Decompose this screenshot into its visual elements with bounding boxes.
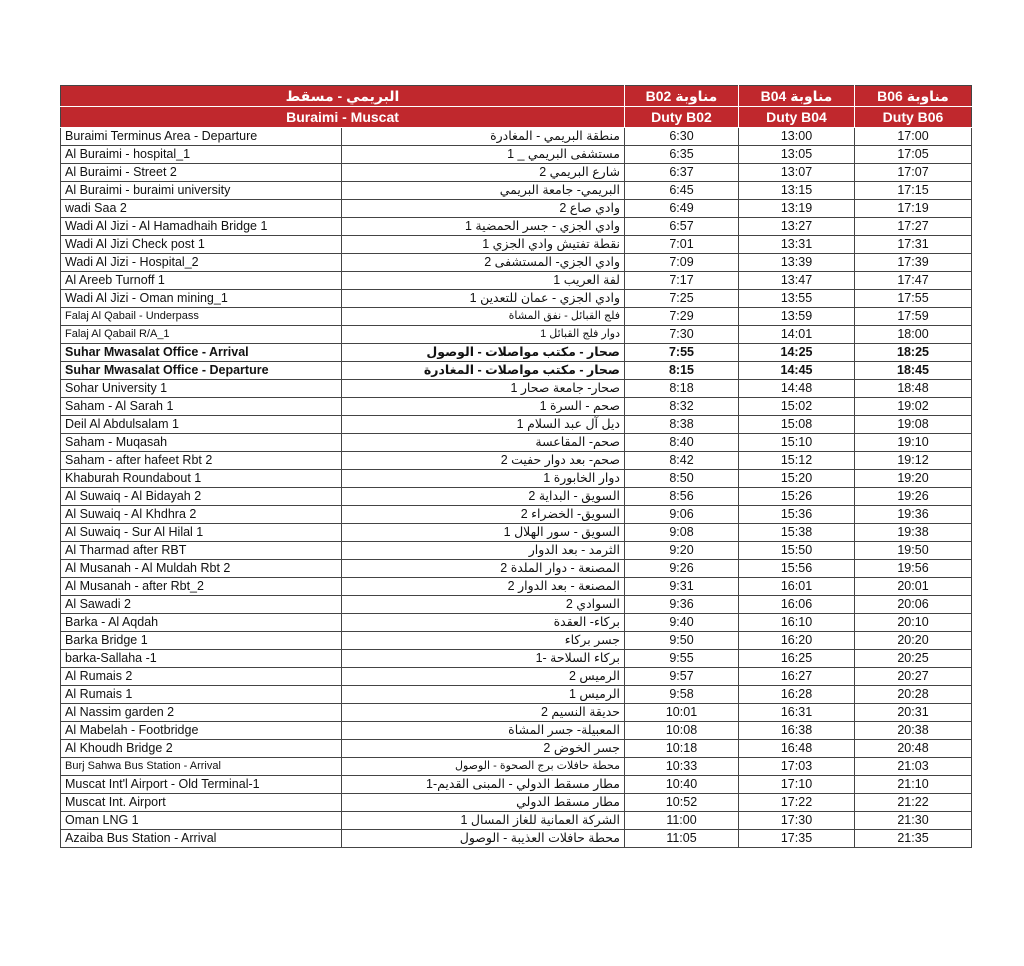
time-duty-b06: 20:27 <box>855 668 972 686</box>
table-row <box>61 542 972 560</box>
time-duty-b02: 8:42 <box>625 452 739 470</box>
time-duty-b06: 19:26 <box>855 488 972 506</box>
time-duty-b02: 11:00 <box>625 812 739 830</box>
table-row <box>61 830 972 848</box>
stop-name-arabic: وادي الجزي - عمان للتعدين 1 <box>342 290 625 308</box>
table-row <box>61 308 972 326</box>
time-duty-b04: 14:25 <box>739 344 855 362</box>
duty-b02-english: Duty B02 <box>625 107 739 128</box>
table-row <box>61 668 972 686</box>
time-duty-b06: 21:10 <box>855 776 972 794</box>
table-row <box>61 758 972 776</box>
timetable-body <box>61 128 972 848</box>
table-row <box>61 578 972 596</box>
time-duty-b02: 6:45 <box>625 182 739 200</box>
table-row <box>61 344 972 362</box>
stop-name-english: Wadi Al Jizi - Oman mining_1 <box>61 290 342 308</box>
table-row <box>61 146 972 164</box>
time-duty-b02: 9:57 <box>625 668 739 686</box>
time-duty-b06: 20:06 <box>855 596 972 614</box>
time-duty-b04: 16:06 <box>739 596 855 614</box>
stop-name-english: Oman LNG 1 <box>61 812 342 830</box>
stop-name-english: Al Suwaiq - Sur Al Hilal 1 <box>61 524 342 542</box>
time-duty-b04: 15:38 <box>739 524 855 542</box>
time-duty-b06: 20:48 <box>855 740 972 758</box>
table-row <box>61 776 972 794</box>
table-row <box>61 236 972 254</box>
stop-name-arabic: المعبيلة- جسر المشاة <box>342 722 625 740</box>
time-duty-b04: 17:35 <box>739 830 855 848</box>
time-duty-b02: 9:20 <box>625 542 739 560</box>
time-duty-b02: 6:30 <box>625 128 739 146</box>
stop-name-arabic: وادي الجزي- المستشفى 2 <box>342 254 625 272</box>
stop-name-english: Al Areeb Turnoff 1 <box>61 272 342 290</box>
stop-name-arabic: وادي الجزي - جسر الحمضية 1 <box>342 218 625 236</box>
time-duty-b02: 9:55 <box>625 650 739 668</box>
table-row <box>61 632 972 650</box>
time-duty-b02: 10:08 <box>625 722 739 740</box>
time-duty-b02: 7:55 <box>625 344 739 362</box>
time-duty-b04: 16:48 <box>739 740 855 758</box>
time-duty-b02: 6:35 <box>625 146 739 164</box>
time-duty-b04: 16:38 <box>739 722 855 740</box>
stop-name-arabic: الثرمد - بعد الدوار <box>342 542 625 560</box>
stop-name-arabic: صحار - مكتب مواصلات - الوصول <box>342 344 625 362</box>
stop-name-arabic: نقطة تفتيش وادي الجزي 1 <box>342 236 625 254</box>
stop-name-english: Muscat Int. Airport <box>61 794 342 812</box>
stop-name-english: Suhar Mwasalat Office - Departure <box>61 362 342 380</box>
time-duty-b04: 16:27 <box>739 668 855 686</box>
time-duty-b04: 16:01 <box>739 578 855 596</box>
table-row <box>61 596 972 614</box>
time-duty-b06: 18:45 <box>855 362 972 380</box>
table-row <box>61 560 972 578</box>
table-row <box>61 686 972 704</box>
time-duty-b04: 17:22 <box>739 794 855 812</box>
time-duty-b02: 6:37 <box>625 164 739 182</box>
time-duty-b02: 6:49 <box>625 200 739 218</box>
table-row <box>61 380 972 398</box>
table-row <box>61 722 972 740</box>
time-duty-b06: 20:31 <box>855 704 972 722</box>
stop-name-english: Falaj Al Qabail R/A_1 <box>61 326 342 344</box>
stop-name-english: Sohar University 1 <box>61 380 342 398</box>
time-duty-b02: 10:40 <box>625 776 739 794</box>
timetable <box>60 85 972 848</box>
table-row <box>61 794 972 812</box>
stop-name-arabic: البريمي- جامعة البريمي <box>342 182 625 200</box>
table-row <box>61 650 972 668</box>
stop-name-arabic: محطة حافلات برج الصحوة - الوصول <box>342 758 625 776</box>
stop-name-english: Al Sawadi 2 <box>61 596 342 614</box>
time-duty-b04: 16:28 <box>739 686 855 704</box>
time-duty-b04: 13:05 <box>739 146 855 164</box>
time-duty-b02: 8:15 <box>625 362 739 380</box>
stop-name-english: Al Tharmad after RBT <box>61 542 342 560</box>
time-duty-b04: 16:25 <box>739 650 855 668</box>
time-duty-b02: 7:17 <box>625 272 739 290</box>
time-duty-b02: 10:18 <box>625 740 739 758</box>
table-row <box>61 812 972 830</box>
time-duty-b06: 17:47 <box>855 272 972 290</box>
stop-name-english: Muscat Int'l Airport - Old Terminal-1 <box>61 776 342 794</box>
stop-name-english: Barka Bridge 1 <box>61 632 342 650</box>
time-duty-b02: 8:40 <box>625 434 739 452</box>
table-row <box>61 416 972 434</box>
time-duty-b02: 10:01 <box>625 704 739 722</box>
table-row <box>61 452 972 470</box>
stop-name-arabic: دوار فلج القبائل 1 <box>342 326 625 344</box>
time-duty-b04: 15:08 <box>739 416 855 434</box>
table-row <box>61 398 972 416</box>
stop-name-english: Deil Al Abdulsalam 1 <box>61 416 342 434</box>
time-duty-b02: 7:01 <box>625 236 739 254</box>
route-title-arabic: البريمي - مسقط <box>61 86 625 107</box>
stop-name-english: Suhar Mwasalat Office - Arrival <box>61 344 342 362</box>
stop-name-arabic: دوار الخابورة 1 <box>342 470 625 488</box>
time-duty-b04: 15:12 <box>739 452 855 470</box>
header-row-arabic <box>61 86 972 107</box>
time-duty-b06: 20:20 <box>855 632 972 650</box>
time-duty-b02: 7:30 <box>625 326 739 344</box>
table-row <box>61 164 972 182</box>
stop-name-arabic: السويق- الخضراء 2 <box>342 506 625 524</box>
table-row <box>61 218 972 236</box>
time-duty-b06: 17:55 <box>855 290 972 308</box>
stop-name-arabic: بركاء- العقدة <box>342 614 625 632</box>
duty-b04-english: Duty B04 <box>739 107 855 128</box>
time-duty-b06: 19:10 <box>855 434 972 452</box>
stop-name-arabic: السويق - البداية 2 <box>342 488 625 506</box>
time-duty-b02: 8:56 <box>625 488 739 506</box>
time-duty-b06: 19:02 <box>855 398 972 416</box>
time-duty-b06: 21:30 <box>855 812 972 830</box>
duty-b06-arabic: مناوبة B06 <box>855 86 972 107</box>
time-duty-b04: 13:19 <box>739 200 855 218</box>
time-duty-b02: 10:33 <box>625 758 739 776</box>
stop-name-arabic: الرميس 1 <box>342 686 625 704</box>
stop-name-arabic: ديل آل عبد السلام 1 <box>342 416 625 434</box>
stop-name-arabic: السويق - سور الهلال 1 <box>342 524 625 542</box>
stop-name-arabic: الرميس 2 <box>342 668 625 686</box>
table-row <box>61 614 972 632</box>
time-duty-b02: 9:26 <box>625 560 739 578</box>
stop-name-arabic: مستشفى البريمي _ 1 <box>342 146 625 164</box>
time-duty-b04: 17:10 <box>739 776 855 794</box>
time-duty-b04: 13:39 <box>739 254 855 272</box>
stop-name-arabic: بركاء السلاحة -1 <box>342 650 625 668</box>
table-row <box>61 470 972 488</box>
stop-name-arabic: صحم- بعد دوار حفيت 2 <box>342 452 625 470</box>
time-duty-b04: 13:59 <box>739 308 855 326</box>
stop-name-english: Al Buraimi - buraimi university <box>61 182 342 200</box>
table-row <box>61 524 972 542</box>
stop-name-english: Burj Sahwa Bus Station - Arrival <box>61 758 342 776</box>
stop-name-arabic: صحم- المقاعسة <box>342 434 625 452</box>
stop-name-english: Buraimi Terminus Area - Departure <box>61 128 342 146</box>
stop-name-english: Wadi Al Jizi Check post 1 <box>61 236 342 254</box>
table-row <box>61 290 972 308</box>
stop-name-english: Saham - after hafeet Rbt 2 <box>61 452 342 470</box>
time-duty-b04: 15:26 <box>739 488 855 506</box>
time-duty-b06: 19:50 <box>855 542 972 560</box>
stop-name-english: Khaburah Roundabout 1 <box>61 470 342 488</box>
time-duty-b02: 9:06 <box>625 506 739 524</box>
time-duty-b04: 16:10 <box>739 614 855 632</box>
stop-name-english: Al Nassim garden 2 <box>61 704 342 722</box>
time-duty-b04: 13:07 <box>739 164 855 182</box>
time-duty-b06: 17:15 <box>855 182 972 200</box>
table-row <box>61 434 972 452</box>
time-duty-b04: 14:48 <box>739 380 855 398</box>
stop-name-arabic: فلج القبائل - نفق المشاة <box>342 308 625 326</box>
stop-name-arabic: مطار مسقط الدولي <box>342 794 625 812</box>
time-duty-b02: 9:40 <box>625 614 739 632</box>
stop-name-english: Al Khoudh Bridge 2 <box>61 740 342 758</box>
duty-b02-arabic: مناوبة B02 <box>625 86 739 107</box>
stop-name-arabic: جسر بركاء <box>342 632 625 650</box>
stop-name-arabic: صحار- جامعة صحار 1 <box>342 380 625 398</box>
table-row <box>61 272 972 290</box>
stop-name-english: Wadi Al Jizi - Hospital_2 <box>61 254 342 272</box>
stop-name-english: Al Mabelah - Footbridge <box>61 722 342 740</box>
time-duty-b04: 13:47 <box>739 272 855 290</box>
table-row <box>61 362 972 380</box>
stop-name-arabic: شارع البريمي 2 <box>342 164 625 182</box>
time-duty-b02: 9:58 <box>625 686 739 704</box>
time-duty-b06: 20:38 <box>855 722 972 740</box>
time-duty-b04: 16:20 <box>739 632 855 650</box>
time-duty-b02: 7:09 <box>625 254 739 272</box>
time-duty-b02: 7:25 <box>625 290 739 308</box>
stop-name-arabic: الشركة العمانية للغاز المسال 1 <box>342 812 625 830</box>
time-duty-b06: 20:25 <box>855 650 972 668</box>
stop-name-english: Al Suwaiq - Al Bidayah 2 <box>61 488 342 506</box>
time-duty-b06: 18:48 <box>855 380 972 398</box>
time-duty-b06: 17:05 <box>855 146 972 164</box>
time-duty-b04: 15:20 <box>739 470 855 488</box>
time-duty-b06: 20:28 <box>855 686 972 704</box>
time-duty-b06: 20:10 <box>855 614 972 632</box>
time-duty-b04: 14:45 <box>739 362 855 380</box>
time-duty-b02: 8:38 <box>625 416 739 434</box>
stop-name-english: Al Musanah - after Rbt_2 <box>61 578 342 596</box>
stop-name-english: Barka - Al Aqdah <box>61 614 342 632</box>
stop-name-arabic: لفة العريب 1 <box>342 272 625 290</box>
stop-name-english: Al Buraimi - hospital_1 <box>61 146 342 164</box>
stop-name-english: Saham - Muqasah <box>61 434 342 452</box>
table-row <box>61 254 972 272</box>
time-duty-b04: 14:01 <box>739 326 855 344</box>
stop-name-arabic: السوادي 2 <box>342 596 625 614</box>
time-duty-b02: 8:18 <box>625 380 739 398</box>
time-duty-b06: 19:38 <box>855 524 972 542</box>
time-duty-b04: 15:56 <box>739 560 855 578</box>
time-duty-b04: 13:31 <box>739 236 855 254</box>
time-duty-b06: 17:39 <box>855 254 972 272</box>
time-duty-b04: 13:00 <box>739 128 855 146</box>
time-duty-b06: 21:35 <box>855 830 972 848</box>
stop-name-english: barka-Sallaha -1 <box>61 650 342 668</box>
stop-name-arabic: المصنعة - بعد الدوار 2 <box>342 578 625 596</box>
time-duty-b02: 9:50 <box>625 632 739 650</box>
time-duty-b06: 18:25 <box>855 344 972 362</box>
stop-name-english: wadi Saa 2 <box>61 200 342 218</box>
stop-name-arabic: صحم - السرة 1 <box>342 398 625 416</box>
time-duty-b02: 8:50 <box>625 470 739 488</box>
stop-name-english: Al Rumais 2 <box>61 668 342 686</box>
stop-name-arabic: منطقة البريمي - المغادرة <box>342 128 625 146</box>
time-duty-b06: 18:00 <box>855 326 972 344</box>
stop-name-english: Saham - Al Sarah 1 <box>61 398 342 416</box>
time-duty-b02: 10:52 <box>625 794 739 812</box>
stop-name-arabic: محطة حافلات العذيبة - الوصول <box>342 830 625 848</box>
time-duty-b04: 16:31 <box>739 704 855 722</box>
time-duty-b06: 17:07 <box>855 164 972 182</box>
time-duty-b06: 17:27 <box>855 218 972 236</box>
table-row <box>61 200 972 218</box>
time-duty-b06: 19:36 <box>855 506 972 524</box>
time-duty-b02: 9:08 <box>625 524 739 542</box>
time-duty-b06: 17:00 <box>855 128 972 146</box>
table-row <box>61 740 972 758</box>
table-row <box>61 704 972 722</box>
duty-b04-arabic: مناوبة B04 <box>739 86 855 107</box>
time-duty-b04: 17:30 <box>739 812 855 830</box>
time-duty-b04: 17:03 <box>739 758 855 776</box>
time-duty-b04: 13:15 <box>739 182 855 200</box>
time-duty-b02: 8:32 <box>625 398 739 416</box>
time-duty-b06: 19:08 <box>855 416 972 434</box>
time-duty-b02: 6:57 <box>625 218 739 236</box>
stop-name-arabic: حديقة النسيم 2 <box>342 704 625 722</box>
time-duty-b06: 21:22 <box>855 794 972 812</box>
time-duty-b06: 20:01 <box>855 578 972 596</box>
table-row <box>61 506 972 524</box>
time-duty-b04: 15:02 <box>739 398 855 416</box>
stop-name-arabic: المصنعة - دوار الملدة 2 <box>342 560 625 578</box>
stop-name-english: Al Musanah - Al Muldah Rbt 2 <box>61 560 342 578</box>
time-duty-b02: 7:29 <box>625 308 739 326</box>
header-row-english <box>61 107 972 128</box>
time-duty-b06: 21:03 <box>855 758 972 776</box>
time-duty-b02: 11:05 <box>625 830 739 848</box>
stop-name-arabic: صحار - مكتب مواصلات - المغادرة <box>342 362 625 380</box>
time-duty-b06: 17:19 <box>855 200 972 218</box>
timetable-header <box>61 86 972 128</box>
time-duty-b04: 15:10 <box>739 434 855 452</box>
stop-name-arabic: جسر الخوض 2 <box>342 740 625 758</box>
duty-b06-english: Duty B06 <box>855 107 972 128</box>
time-duty-b04: 13:55 <box>739 290 855 308</box>
time-duty-b04: 15:50 <box>739 542 855 560</box>
time-duty-b06: 19:12 <box>855 452 972 470</box>
stop-name-english: Azaiba Bus Station - Arrival <box>61 830 342 848</box>
time-duty-b06: 19:56 <box>855 560 972 578</box>
time-duty-b04: 15:36 <box>739 506 855 524</box>
stop-name-english: Al Buraimi - Street 2 <box>61 164 342 182</box>
stop-name-english: Al Suwaiq - Al Khdhra 2 <box>61 506 342 524</box>
table-row <box>61 326 972 344</box>
table-row <box>61 488 972 506</box>
table-row <box>61 128 972 146</box>
route-title-english: Buraimi - Muscat <box>61 107 625 128</box>
stop-name-english: Al Rumais 1 <box>61 686 342 704</box>
table-row <box>61 182 972 200</box>
stop-name-arabic: وادي صاع 2 <box>342 200 625 218</box>
time-duty-b02: 9:36 <box>625 596 739 614</box>
time-duty-b06: 17:31 <box>855 236 972 254</box>
time-duty-b04: 13:27 <box>739 218 855 236</box>
stop-name-english: Wadi Al Jizi - Al Hamadhaih Bridge 1 <box>61 218 342 236</box>
time-duty-b06: 19:20 <box>855 470 972 488</box>
stop-name-english: Falaj Al Qabail - Underpass <box>61 308 342 326</box>
time-duty-b06: 17:59 <box>855 308 972 326</box>
time-duty-b02: 9:31 <box>625 578 739 596</box>
stop-name-arabic: مطار مسقط الدولي - المبنى القديم-1 <box>342 776 625 794</box>
